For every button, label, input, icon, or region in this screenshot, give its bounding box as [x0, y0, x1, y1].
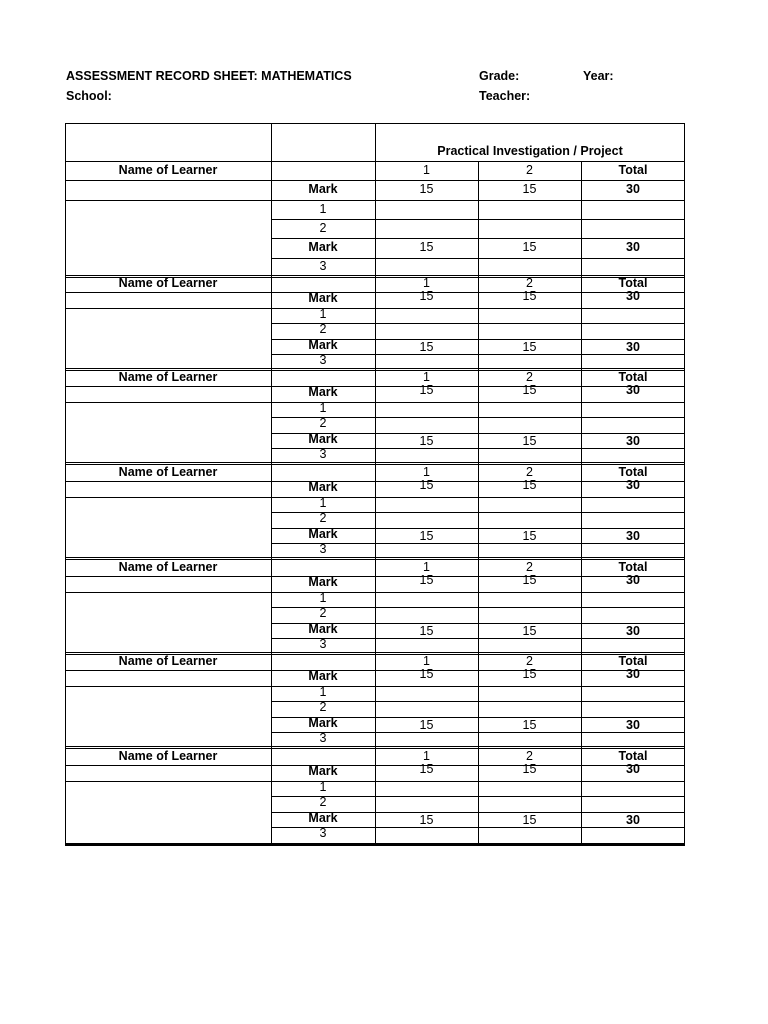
row-1-label: 1: [319, 495, 327, 510]
max-mark-2: 15: [522, 382, 537, 397]
mark-label: Mark: [308, 384, 338, 399]
year-label: Year:: [583, 69, 614, 83]
max-mark-total: 30: [626, 666, 640, 681]
max-mark-2: 15: [522, 339, 537, 354]
section-title: Practical Investigation / Project: [437, 144, 623, 158]
row-1-label: 1: [319, 201, 327, 216]
max-mark-total: 30: [626, 761, 640, 776]
max-mark-2: 15: [522, 433, 537, 448]
row-3-label: 3: [319, 825, 327, 840]
max-mark-1: 15: [419, 761, 434, 776]
max-mark-total: 30: [626, 623, 640, 638]
total-header: Total: [618, 653, 648, 668]
max-mark-1: 15: [419, 433, 434, 448]
mark-label: Mark: [308, 290, 338, 305]
name-of-learner-label: Name of Learner: [118, 653, 218, 668]
row-3-label: 3: [319, 636, 327, 651]
name-of-learner-label: Name of Learner: [118, 275, 218, 290]
max-mark-1: 15: [419, 623, 434, 638]
total-header: Total: [618, 464, 648, 479]
max-mark-total: 30: [626, 182, 640, 196]
mark-label: Mark: [308, 431, 338, 446]
learner-name-input[interactable]: [66, 201, 270, 275]
school-label: School:: [66, 89, 112, 103]
row-2-label: 2: [319, 415, 327, 430]
mark-label: Mark: [308, 810, 338, 825]
mark-label: Mark: [308, 763, 338, 778]
max-mark-2: 15: [522, 477, 537, 492]
row-3-label: 3: [319, 541, 327, 556]
row-2-label: 2: [319, 510, 327, 525]
column-1-header: 1: [423, 369, 430, 384]
mark-label: Mark: [308, 337, 338, 352]
row-border: [271, 238, 685, 239]
max-mark-total: 30: [626, 572, 640, 587]
row-2-label: 2: [319, 605, 327, 620]
max-mark-total: 30: [626, 812, 640, 827]
max-mark-1: 15: [419, 528, 434, 543]
max-mark-2: 15: [522, 812, 537, 827]
total-header: Total: [618, 162, 648, 177]
mark-label: Mark: [308, 479, 338, 494]
column-2-header: 2: [526, 162, 533, 177]
sheet-title: ASSESSMENT RECORD SHEET: MATHEMATICS: [66, 69, 352, 83]
max-mark-2: 15: [522, 240, 537, 254]
max-mark-2: 15: [522, 288, 537, 303]
column-1-header: 1: [423, 162, 430, 177]
column-2-header: 2: [526, 748, 533, 763]
mark-label: Mark: [308, 621, 338, 636]
max-mark-total: 30: [626, 288, 640, 303]
name-of-learner-label: Name of Learner: [118, 464, 218, 479]
mark-label: Mark: [308, 715, 338, 730]
row-1-label: 1: [319, 306, 327, 321]
mark-label: Mark: [308, 240, 338, 254]
grade-label: Grade:: [479, 69, 520, 83]
max-mark-2: 15: [522, 572, 537, 587]
max-mark-1: 15: [419, 812, 434, 827]
max-mark-2: 15: [522, 182, 537, 196]
max-mark-total: 30: [626, 339, 640, 354]
row-3-label: 3: [319, 446, 327, 461]
max-mark-1: 15: [419, 288, 434, 303]
teacher-label: Teacher:: [479, 89, 531, 103]
column-1-header: 1: [423, 653, 430, 668]
name-of-learner-label: Name of Learner: [118, 748, 218, 763]
name-of-learner-label: Name of Learner: [118, 559, 218, 574]
row-3-label: 3: [319, 730, 327, 745]
max-mark-total: 30: [626, 240, 640, 254]
name-of-learner-label: Name of Learner: [118, 162, 218, 177]
max-mark-total: 30: [626, 433, 640, 448]
row-2-label: 2: [319, 220, 327, 235]
column-1-header: 1: [423, 275, 430, 290]
learner-name-input[interactable]: [66, 403, 270, 463]
max-mark-2: 15: [522, 761, 537, 776]
learner-name-input[interactable]: [66, 309, 270, 369]
row-3-label: 3: [319, 352, 327, 367]
max-mark-1: 15: [419, 717, 434, 732]
column-2-header: 2: [526, 275, 533, 290]
row-1-label: 1: [319, 684, 327, 699]
max-mark-2: 15: [522, 666, 537, 681]
mark-label: Mark: [308, 526, 338, 541]
column-1-header: 1: [423, 464, 430, 479]
max-mark-1: 15: [419, 182, 434, 196]
total-header: Total: [618, 369, 648, 384]
max-mark-total: 30: [626, 528, 640, 543]
column-2-header: 2: [526, 559, 533, 574]
mark-label: Mark: [308, 668, 338, 683]
row-3-label: 3: [319, 259, 327, 273]
row-1-label: 1: [319, 400, 327, 415]
column-divider: [581, 161, 582, 845]
total-header: Total: [618, 748, 648, 763]
max-mark-1: 15: [419, 240, 434, 254]
row-border: [65, 180, 685, 181]
max-mark-2: 15: [522, 623, 537, 638]
learner-name-input[interactable]: [66, 687, 270, 747]
max-mark-1: 15: [419, 572, 434, 587]
max-mark-1: 15: [419, 477, 434, 492]
column-2-header: 2: [526, 369, 533, 384]
mark-label: Mark: [308, 574, 338, 589]
max-mark-1: 15: [419, 666, 434, 681]
total-header: Total: [618, 275, 648, 290]
column-divider: [478, 161, 479, 845]
column-1-header: 1: [423, 559, 430, 574]
learner-name-input[interactable]: [66, 593, 270, 653]
column-2-header: 2: [526, 464, 533, 479]
max-mark-1: 15: [419, 339, 434, 354]
max-mark-total: 30: [626, 382, 640, 397]
row-2-label: 2: [319, 794, 327, 809]
row-2-label: 2: [319, 699, 327, 714]
max-mark-2: 15: [522, 528, 537, 543]
column-1-header: 1: [423, 748, 430, 763]
block-separator: [65, 843, 685, 846]
mark-label: Mark: [308, 182, 338, 196]
name-of-learner-label: Name of Learner: [118, 369, 218, 384]
total-header: Total: [618, 559, 648, 574]
row-1-label: 1: [319, 779, 327, 794]
row-2-label: 2: [319, 321, 327, 336]
row-1-label: 1: [319, 590, 327, 605]
learner-name-input[interactable]: [66, 782, 270, 842]
learner-name-input[interactable]: [66, 498, 270, 558]
column-2-header: 2: [526, 653, 533, 668]
max-mark-total: 30: [626, 477, 640, 492]
max-mark-1: 15: [419, 382, 434, 397]
max-mark-2: 15: [522, 717, 537, 732]
max-mark-total: 30: [626, 717, 640, 732]
